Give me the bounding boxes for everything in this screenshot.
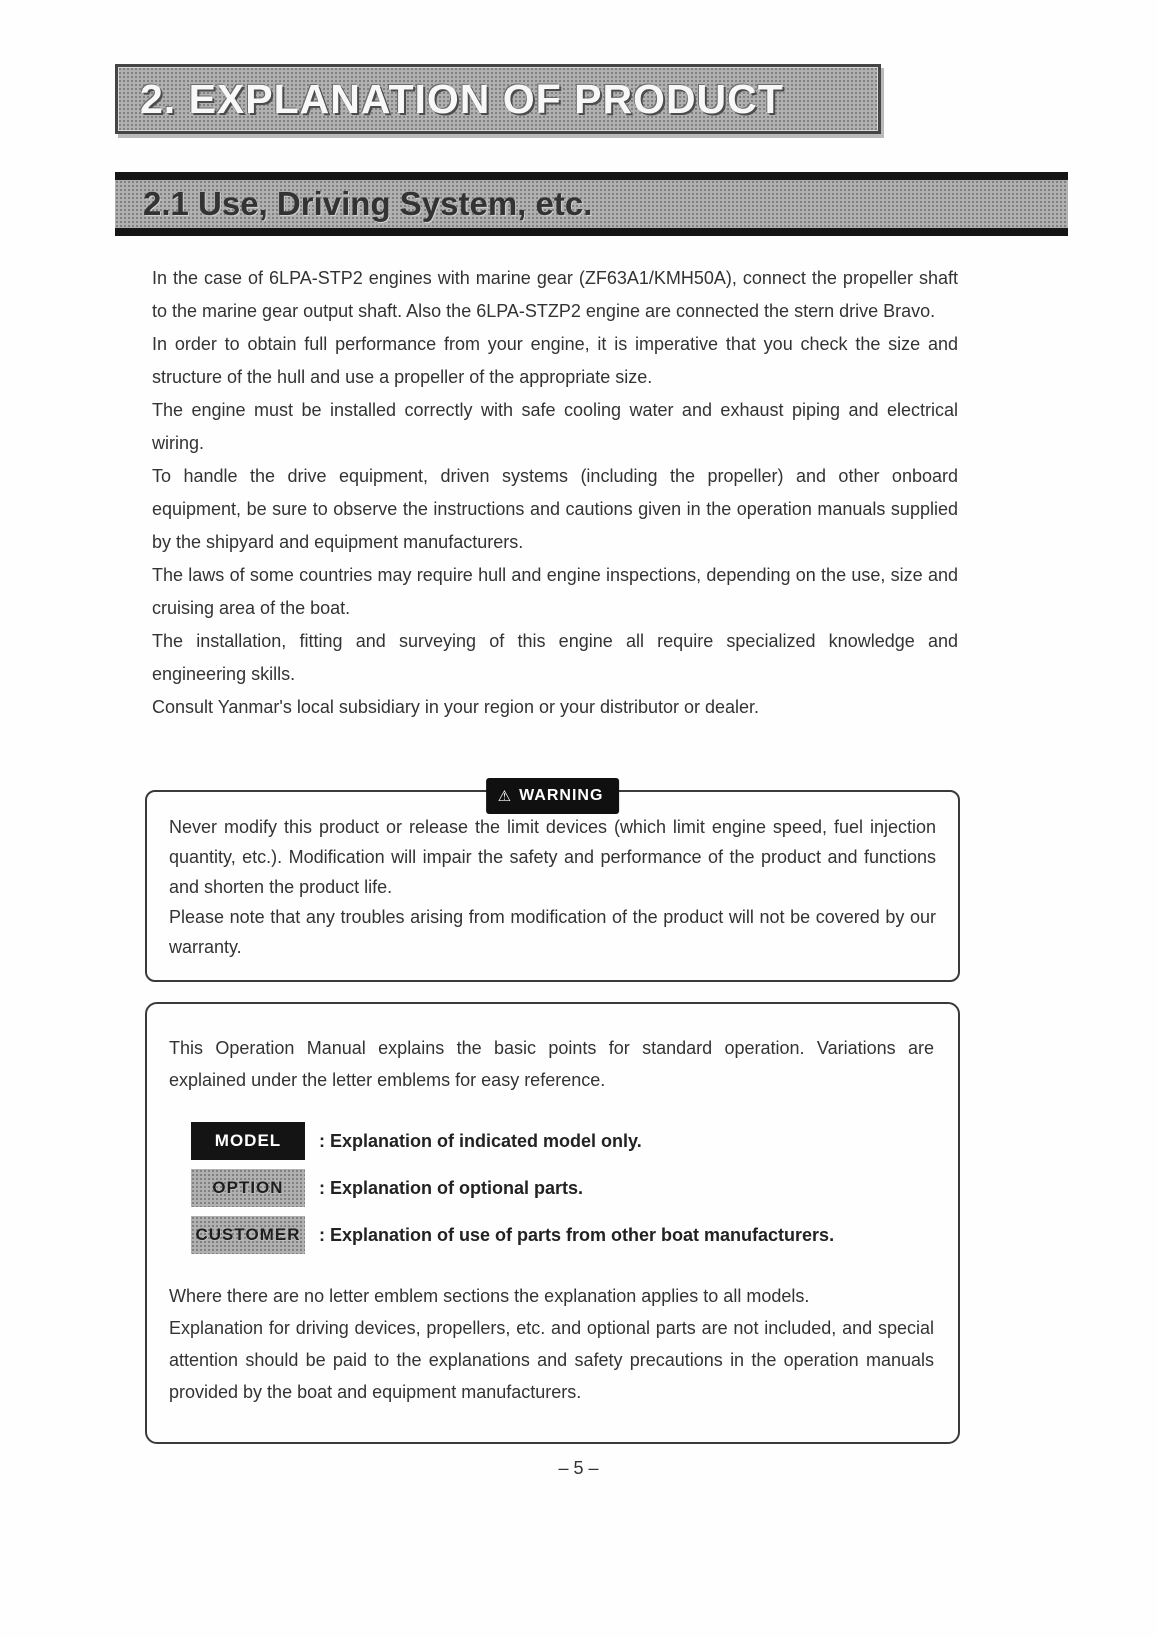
- option-emblem-badge: OPTION: [191, 1169, 305, 1207]
- section-heading-bar: [115, 172, 1068, 236]
- paragraph: The installation, fitting and surveying of this engine all require specialized knowledge and engineering skills.: [152, 631, 958, 684]
- warning-triangle-icon: ⚠: [497, 787, 513, 805]
- chapter-title: 2. EXPLANATION OF PRODUCT: [140, 75, 784, 122]
- paragraph: In order to obtain full performance from your engine, it is imperative that you check the size and structure of the hull and use a propeller of the appropriate size.: [152, 334, 958, 387]
- page-number: – 5 –: [558, 1458, 599, 1478]
- emblem-box-outro: Where there are no letter emblem sections the explanation applies to all models.: [169, 1286, 810, 1306]
- emblem-row-model: [191, 1122, 934, 1160]
- warning-paragraph: Please note that any troubles arising from modification of the product will not be covered by our warranty.: [169, 907, 936, 957]
- emblem-box-intro: This Operation Manual explains the basic points for standard operation. Variations are explained under the letter emblems for easy reference.: [169, 1038, 934, 1090]
- emblem-legend: [191, 1122, 934, 1254]
- paragraph: In the case of 6LPA-STP2 engines with marine gear (ZF63A1/KMH50A), connect the propeller shaft to the marine gear output shaft. Also the 6LPA-STZP2 engine are connected the stern drive Bravo.: [152, 268, 958, 321]
- paragraph: The engine must be installed correctly with safe cooling water and exhaust piping and electrical wiring.: [152, 400, 958, 453]
- warning-label-text: WARNING: [519, 787, 604, 804]
- model-emblem-description: : Explanation of indicated model only.: [319, 1131, 642, 1151]
- emblem-row-option: [191, 1169, 934, 1207]
- warning-label: [486, 778, 620, 814]
- chapter-title-banner: [115, 64, 881, 134]
- section-heading: 2.1 Use, Driving System, etc.: [143, 185, 593, 222]
- customer-emblem-description: : Explanation of use of parts from other boat manufacturers.: [319, 1225, 835, 1245]
- paragraph: To handle the drive equipment, driven systems (including the propeller) and other onboard equipment, be sure to observe the instructions and cautions given in the operation manuals supplied by the shipyard and equipment manufacturers.: [152, 466, 958, 552]
- customer-emblem-badge: CUSTOMER: [191, 1216, 305, 1254]
- emblem-box-outro: Explanation for driving devices, propellers, etc. and optional parts are not included, and special attention should be paid to the explanations and safety precautions in the operation manuals provided by the boat and equipment manufacturers.: [169, 1318, 934, 1402]
- option-emblem-description: : Explanation of optional parts.: [319, 1178, 584, 1198]
- body-text: [152, 262, 958, 724]
- warning-paragraph: Never modify this product or release the limit devices (which limit engine speed, fuel injection quantity, etc.). Modification will impair the safety and performance of the product and functions and shorten the product life.: [169, 817, 936, 897]
- emblem-info-box: [145, 1002, 960, 1444]
- emblem-row-customer: [191, 1216, 934, 1254]
- warning-box: [145, 787, 960, 982]
- paragraph: Consult Yanmar's local subsidiary in your region or your distributor or dealer.: [152, 697, 760, 717]
- paragraph: The laws of some countries may require hull and engine inspections, depending on the use, size and cruising area of the boat.: [152, 565, 958, 618]
- model-emblem-badge: MODEL: [191, 1122, 305, 1160]
